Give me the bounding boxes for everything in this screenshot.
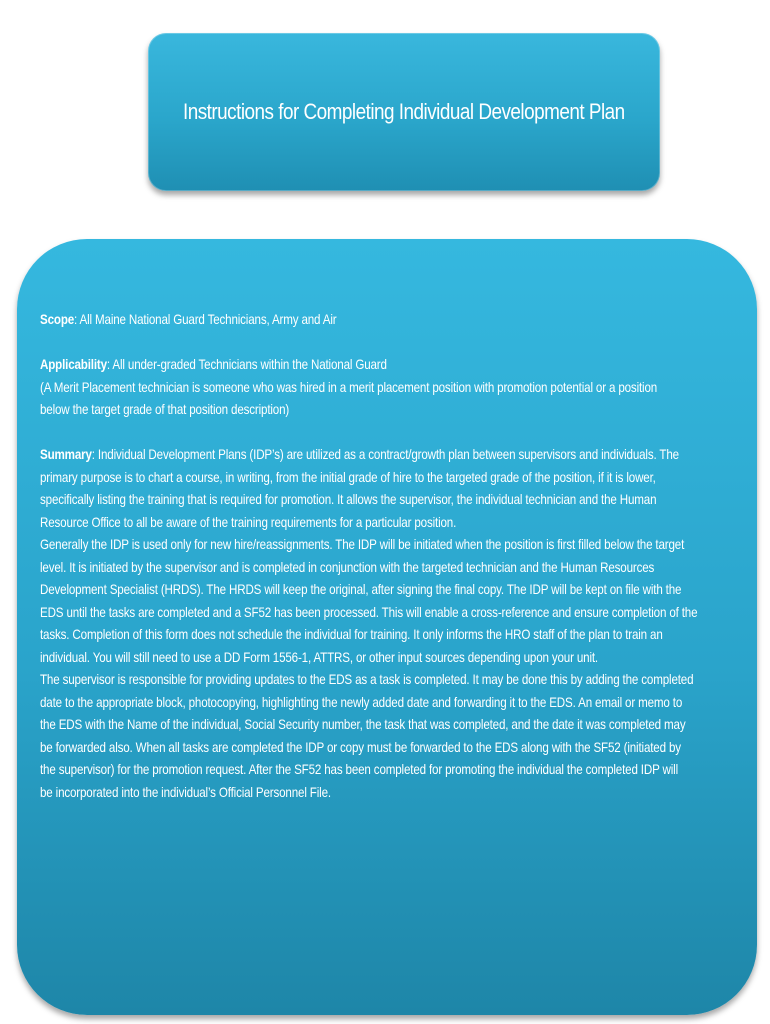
summary-body-line: level. It is initiated by the supervisor and is completed in conjunction with the targeted technician and the Human Resources: [40, 558, 655, 575]
summary-body-line: The supervisor is responsible for providing updates to the EDS as a task is completed. It may be done this by adding the completed: [40, 671, 694, 687]
applicability-label: Applicability: [40, 356, 107, 372]
summary-body-line: be incorporated into the individual’s Official Personnel File.: [40, 783, 331, 800]
summary-label: Summary: [40, 446, 92, 462]
summary-body-line: the supervisor) for the promotion request. After the SF52 has been completed for promoting the individual the completed IDP will: [40, 761, 679, 777]
summary-body-line: individual. You will still need to use a DD Form 1556-1, ATTRS, or other input sources depending upon your unit.: [40, 648, 599, 665]
summary-body-line: EDS until the tasks are completed and a SF52 has been processed. This will enable a cross-reference and ensure completion of the: [40, 603, 698, 620]
applicability-line: [40, 353, 621, 376]
summary-body-line: tasks. Completion of this form does not schedule the individual for training. It only informs the HRO staff of the plan to train an: [40, 626, 663, 642]
scope-line: [40, 308, 621, 331]
summary-text: : Individual Development Plans (IDP’s) are utilized as a contract/growth plan between supervisors and individuals. The: [91, 446, 679, 462]
summary-body-line: specifically listing the training that is required for promotion. It allows the supervisor, the individual technician and the Human: [40, 491, 657, 507]
summary-body-line: Generally the IDP is used only for new hire/reassignments. The IDP will be initiated when the position is first filled below the target: [40, 536, 685, 552]
page-title: Instructions for Completing Individual Development Plan: [183, 99, 625, 124]
applicability-note-line: below the target grade of that position description): [40, 401, 290, 417]
summary-body-line: primary purpose is to chart a course, in writing, from the initial grade of hire to the targeted grade of the position, if it is lower,: [40, 468, 656, 485]
summary-body-line: date to the appropriate block, photocopying, highlighting the newly added date and forwarding it to the EDS. An email or memo to: [40, 693, 683, 710]
summary-body-line: the EDS with the Name of the individual, Social Security number, the task that was completed, and the date it was completed may: [40, 716, 686, 732]
summary-body-line: be forwarded also. When all tasks are completed the IDP or copy must be forwarded to the EDS along with the SF52 (initiated by: [40, 738, 681, 755]
applicability-note-line: (A Merit Placement technician is someone who was hired in a merit placement position with promotion potential or a position: [40, 378, 658, 395]
summary-body-line: Development Specialist (HRDS). The HRDS will keep the original, after signing the final copy. The IDP will be kept on file with the: [40, 581, 682, 597]
scope-label: Scope: [40, 311, 75, 327]
scope-text: : All Maine National Guard Technicians, Army and Air: [74, 311, 337, 327]
content-text: [40, 308, 740, 803]
summary-line: [40, 443, 679, 466]
title-banner: [148, 33, 660, 191]
applicability-text: : All under-graded Technicians within the National Guard: [106, 356, 387, 372]
summary-body-line: Resource Office to all be aware of the training requirements for a particular position.: [40, 513, 457, 530]
